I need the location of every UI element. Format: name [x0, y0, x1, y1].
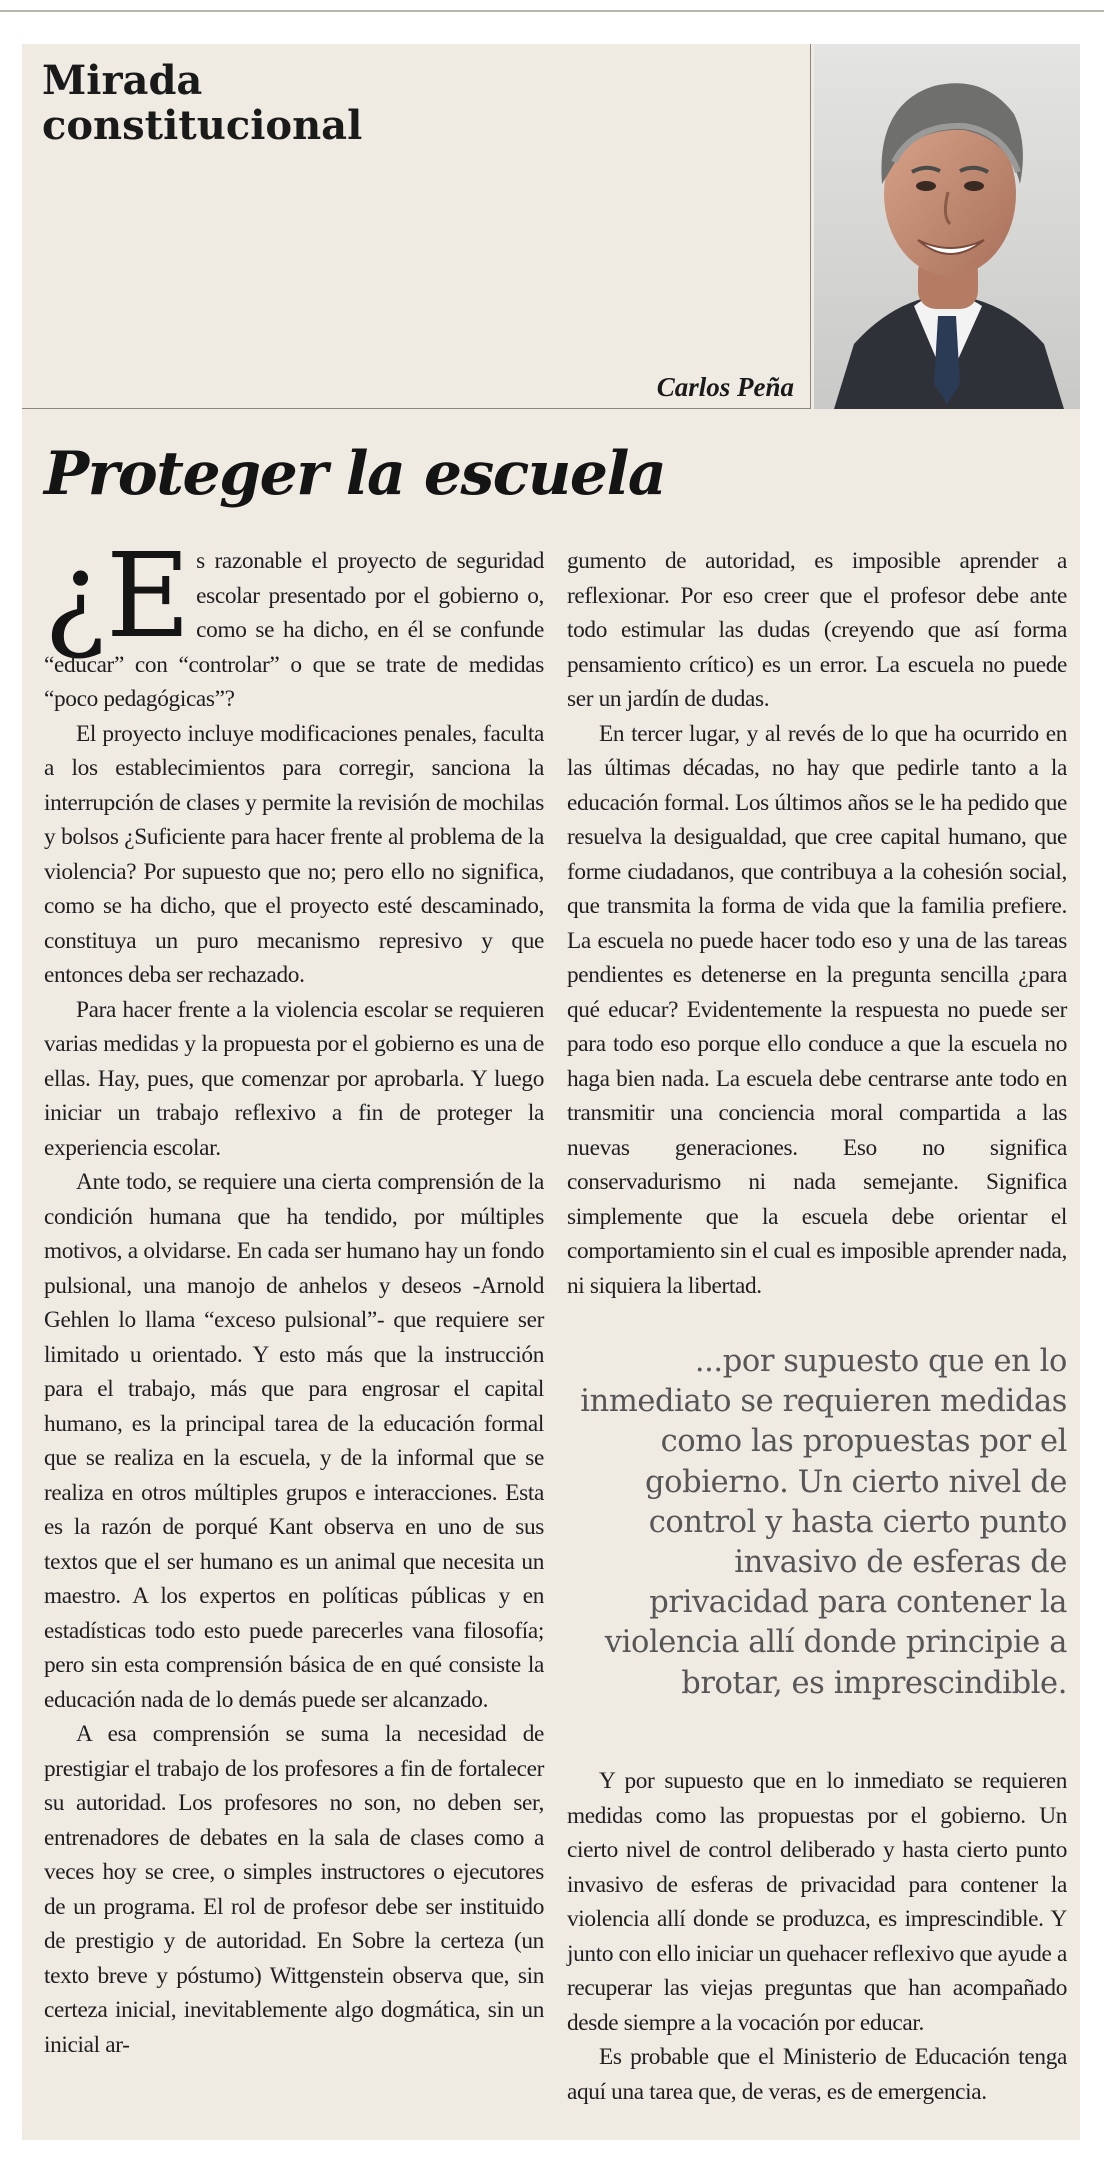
paragraph: Y por supuesto que en lo inmediato se requieren medidas como las propuestas por el gobierno. Un cierto nivel de control deliberado y hasta cierto punto invasivo de esferas de privacidad para contener la violencia allí donde se produzca, es imprescindible. Y junto con ello iniciar un quehacer reflexivo que ayude a recuperar las viejas preguntas que han acompañado desde siempre a la vocación por educar. — [567, 1768, 1067, 2036]
paragraph: Para hacer frente a la violencia escolar se requieren varias medidas y la propuesta por el gobierno es una de ellas. Hay, pues, que comenzar por aprobarla. Y luego iniciar un trabajo reflexivo a fin de proteger la experiencia escolar. — [44, 996, 544, 1161]
paragraph: Es probable que el Ministerio de Educación tenga aquí una tarea que, de veras, es de emergencia. — [567, 2044, 1067, 2105]
article-page — [22, 44, 1080, 2140]
paragraph-text: s razonable el proyecto de seguridad escolar presentado por el gobierno o, como se ha dicho, en él se confunde “educar” con “controlar” o que se trate de medidas “poco pedagógicas”? — [44, 548, 544, 712]
section-title: Mirada constitucional — [42, 57, 363, 149]
paragraph: Ante todo, se requiere una cierta comprensión de la condición humana que ha tendido, por múltiples motivos, a olvidarse. En cada ser humano hay un fondo pulsional, una manojo de anhelos y deseos -Arnold Gehlen lo llama “exceso pulsional”- que requiere ser limitado u orientado. Y esto más que la instrucción para el trabajo, más que para engrosar el capital humano, es la principal tarea de la educación formal que se realiza en la escuela, y de la informal que se realiza en otros múltiples grupos e interacciones. Esta es la razón de porqué Kant observa en uno de sus textos que el ser humano es un animal que necesita un maestro. A los expertos en políticas públicas y en estadísticas todo esto puede parecerles vana filosofía; pero sin esta comprensión básica de en qué consiste la educación nada de lo demás puede ser alcanzado. — [44, 1169, 544, 1713]
column-header — [22, 44, 811, 409]
article-column-right — [567, 544, 1067, 1303]
paragraph: gumento de autoridad, es imposible aprender a reflexionar. Por eso creer que el profesor debe ante todo estimular las dudas (creyendo que así forma pensamiento crítico) es un error. La escuela no puede ser un jardín de dudas. — [567, 548, 1067, 712]
paragraph: En tercer lugar, y al revés de lo que ha ocurrido en las últimas décadas, no hay que pedirle tanto a la educación formal. Los últimos años se le ha pedido que resuelva la desigualdad, que cree capital humano, que forme ciudadanos, que contribuya a la cohesión social, que transmita la forma de vida que la familia prefiere. La escuela no puede hacer todo eso y una de las tareas pendientes es detenerse en la pregunta sencilla ¿para qué educar? Evidentemente la respuesta no puede ser para todo eso porque ello conduce a que la escuela no haga bien nada. La escuela debe centrarse ante todo en transmitir una conciencia moral compartida a las nuevas generaciones. Eso no significa conservadurismo ni nada semejante. Significa simplemente que la escuela debe orientar el comportamiento sin el cual es imposible aprender nada, ni siquiera la libertad. — [567, 720, 1067, 1299]
article-column-left — [44, 529, 544, 2062]
author-photo — [814, 44, 1080, 409]
top-rule — [0, 10, 1104, 12]
pull-quote: ...por supuesto que en lo inmediato se requieren medidas como las propuestas por el gobierno. Un cierto nivel de control y hasta cierto punto invasivo de esferas de privacidad para contener la violencia allí donde principie a brotar, es imprescindible. — [580, 1344, 1067, 1701]
drop-cap: ¿E — [44, 529, 191, 664]
paragraph: A esa comprensión se suma la necesidad de prestigiar el trabajo de los profesores a fin de fortalecer su autoridad. Los profesores no son, no deben ser, entrenadores de debates en la sala de clases como a veces hoy se cree, o simples instructores o ejecutores de un programa. El rol de profesor debe ser instituido de prestigio y de autoridad. En Sobre la certeza (un texto breve y póstumo) Wittgenstein observa que, sin certeza inicial, inevitablemente algo dogmática, sin un inicial ar- — [44, 1721, 544, 2058]
article-headline: Proteger la escuela — [44, 439, 666, 509]
article-column-right-continued — [567, 1764, 1067, 2109]
paragraph — [44, 529, 544, 717]
paragraph: El proyecto incluye modificaciones penales, faculta a los establecimientos para corregir, sanciona la interrupción de clases y permite la revisión de mochilas y bolsos ¿Suficiente para hacer frente al problema de la violencia? Por supuesto que no; pero ello no significa, como se ha dicho, que el proyecto esté descaminado, constituya un puro mecanismo represivo y que entonces deba ser rechazado. — [44, 720, 544, 988]
author-name: Carlos Peña — [656, 372, 794, 402]
